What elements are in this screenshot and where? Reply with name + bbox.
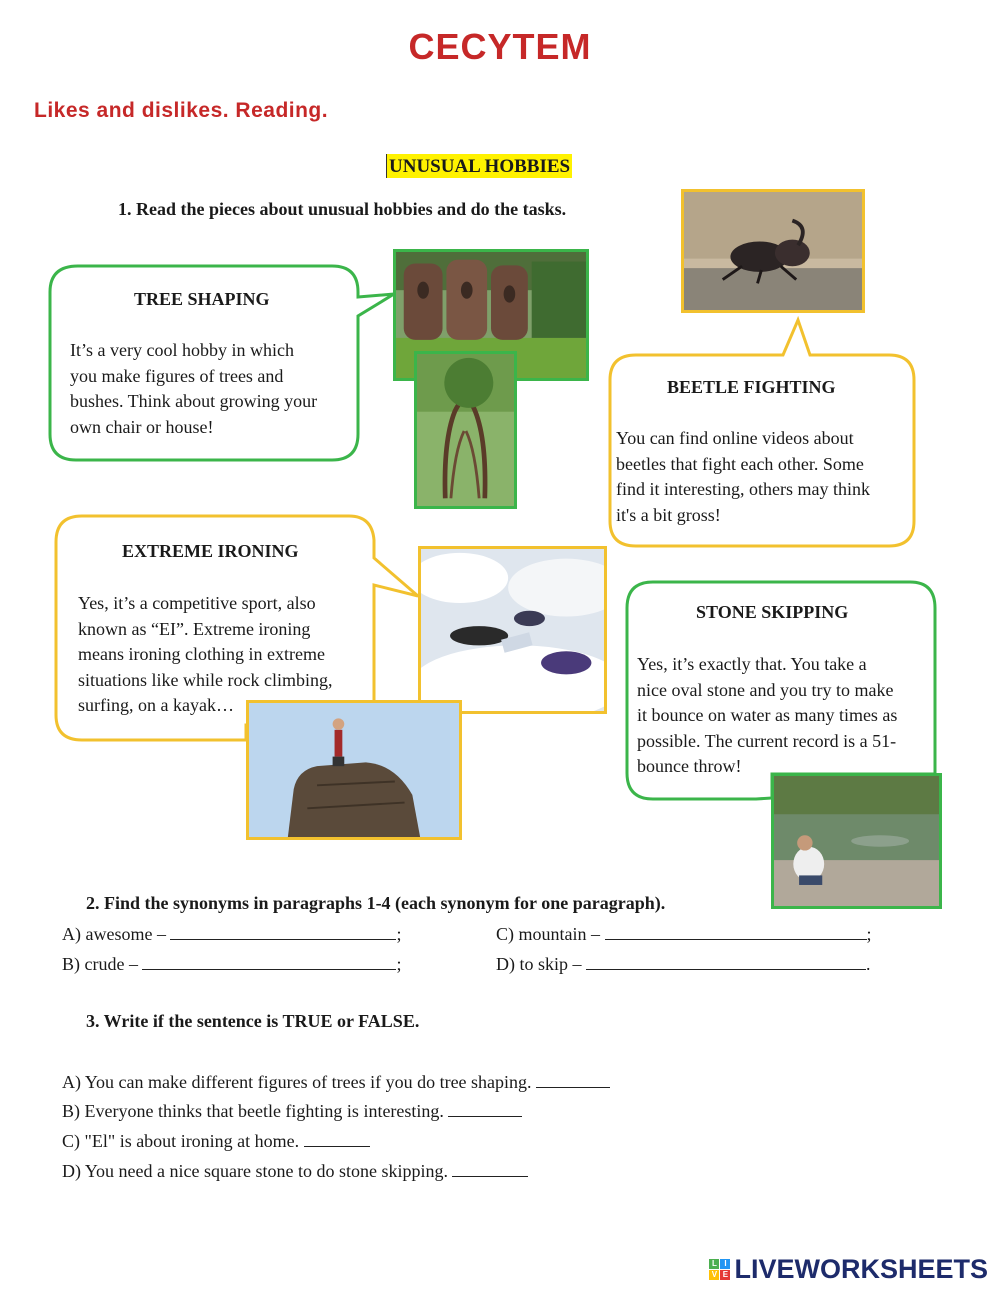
synonym-c-input[interactable] [605,922,867,940]
liveworksheets-brand: LIVEWORKSHEETS [734,1254,988,1284]
extreme-ironing-text: Yes, it’s a competitive sport, also known as “EI”. Extreme ironing means ironing clothing in extreme situations like while rock climbing, surfing, on a kayak… [78,593,333,715]
truefalse-a-input[interactable] [536,1070,610,1088]
tree-shaping-text: It’s a very cool hobby in which you make figures of trees and bushes. Think about growing your own chair or house! [70,340,318,437]
beetle-photo [681,189,865,313]
skydiving-ironing-photo [418,546,607,714]
synonym-b-input[interactable] [142,952,396,970]
synonym-d-row: D) to skip – . [496,954,871,974]
beetle-fighting-text: You can find online videos about beetles that fight each other. Some find it interesting, others may think it's a bit gross! [616,428,870,525]
truefalse-c-input[interactable] [304,1129,370,1147]
tree-shaping-title: TREE SHAPING [134,289,270,309]
page-subtitle: Likes and dislikes. Reading. [34,99,329,122]
liveworksheets-logo [709,1254,988,1285]
task2-title: 2. Find the synonyms in paragraphs 1-4 (each synonym for one paragraph). [86,893,666,913]
truefalse-d-row: D) You need a nice square stone to do stone skipping. [62,1159,528,1182]
worksheet-title: UNUSUAL HOBBIES [386,154,572,178]
task3-title: 3. Write if the sentence is TRUE or FALSE. [86,1011,420,1031]
stone-skipping-title: STONE SKIPPING [696,602,849,622]
rock-climbing-ironing-photo [246,700,462,840]
truefalse-c-row: C) "El" is about ironing at home. [62,1129,370,1152]
tree-chair-photo [414,351,517,509]
synonym-d-input[interactable] [586,952,866,970]
synonym-c-row: C) mountain – ; [496,924,872,944]
stone-skipping-photo [771,773,942,909]
truefalse-a-row: A) You can make different figures of trees if you do tree shaping. [62,1070,610,1093]
truefalse-d-input[interactable] [452,1159,528,1177]
page-title: CECYTEM [408,26,592,67]
synonym-a-row: A) awesome – ; [62,924,402,944]
truefalse-b-input[interactable] [448,1099,522,1117]
beetle-fighting-title: BEETLE FIGHTING [667,377,836,397]
liveworksheets-icon: L I V E [709,1259,730,1280]
task1-instruction: 1. Read the pieces about unusual hobbies and do the tasks. [118,199,567,219]
synonym-a-input[interactable] [170,922,396,940]
synonym-b-row: B) crude – ; [62,954,402,974]
truefalse-b-row: B) Everyone thinks that beetle fighting is interesting. [62,1099,522,1122]
stone-skipping-text: Yes, it’s exactly that. You take a nice oval stone and you try to make it bounce on water as many times as possible. The current record is a 51- bounce throw! [637,654,898,776]
extreme-ironing-title: EXTREME IRONING [122,541,299,561]
